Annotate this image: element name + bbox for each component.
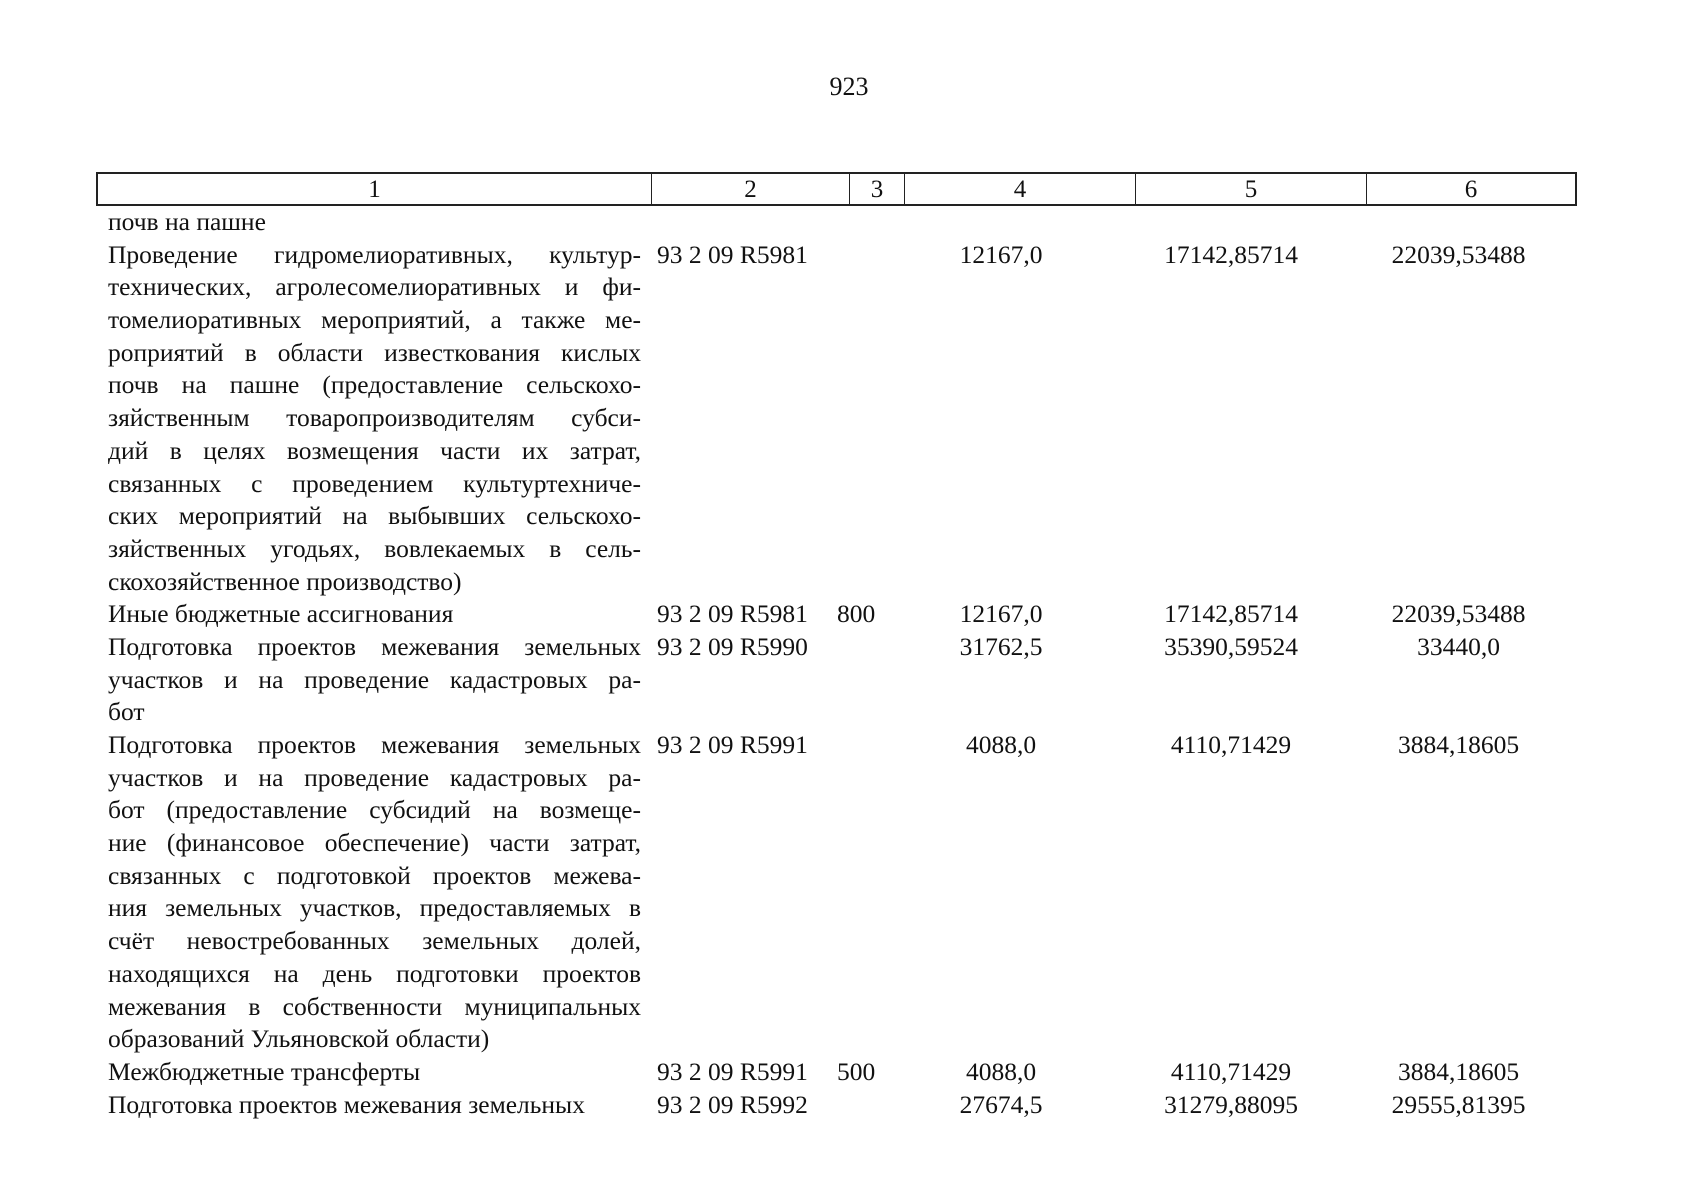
row-description — [96, 239, 641, 599]
row-description — [96, 729, 641, 1056]
column-header-2: 2 — [652, 174, 850, 204]
row-value-5: 35390,59524 — [1164, 631, 1298, 661]
description-line: почв на пашне — [108, 207, 266, 236]
row-value-6: 29555,81395 — [1391, 1089, 1526, 1119]
column-header-1: 1 — [98, 174, 652, 204]
table-row — [96, 239, 1571, 599]
description-line: зяйственным товаропроизводителям субси- — [108, 403, 641, 433]
table-row — [96, 206, 1571, 239]
row-expense-type — [831, 1089, 886, 1122]
column-header-6: 6 — [1464, 176, 1478, 203]
row-code: 93 2 09 R5992 — [657, 1089, 808, 1119]
description-line: счёт невостребованных земельных долей, — [108, 926, 641, 956]
row-value-6: 33440,0 — [1417, 631, 1500, 661]
description-line: дий в целях возмещения части их затрат, — [108, 435, 641, 465]
row-value-6: 22039,53488 — [1391, 239, 1526, 269]
row-expense-type — [831, 631, 886, 729]
row-value-5 — [1116, 206, 1346, 239]
row-code: 93 2 09 R5990 — [657, 631, 808, 661]
description-line: Подготовка проектов межевания земельных — [108, 631, 641, 661]
page-number: 923 — [829, 72, 869, 101]
row-code: 93 2 09 R5981 — [657, 599, 808, 629]
row-expense-type — [831, 206, 886, 239]
description-line: почв на пашне (предоставление сельскохо- — [108, 370, 641, 400]
row-value-4: 31762,5 — [959, 631, 1043, 661]
column-header-5: 5 — [1136, 174, 1367, 204]
row-value-4: 12167,0 — [959, 599, 1043, 629]
row-description — [96, 631, 641, 729]
description-line: бот (предоставление субсидий на возмеще- — [108, 795, 641, 825]
description-line: образований Ульяновской области) — [108, 1024, 490, 1054]
description-line: роприятий в области известкования кислых — [108, 337, 641, 367]
row-description — [96, 1089, 641, 1122]
row-value-4: 4088,0 — [965, 1056, 1037, 1086]
row-code: 93 2 09 R5991 — [657, 730, 808, 760]
table-body — [96, 206, 1571, 1121]
description-line: Подготовка проектов межевания земельных — [108, 1089, 585, 1119]
row-value-5: 31279,88095 — [1164, 1089, 1298, 1119]
description-line: связанных с подготовкой проектов межева- — [108, 860, 641, 890]
table-row — [96, 1056, 1571, 1089]
row-value-6 — [1346, 206, 1571, 239]
row-expense-type — [831, 729, 886, 1056]
table-row — [96, 631, 1571, 729]
row-value-6: 3884,18605 — [1397, 1056, 1520, 1086]
description-line: участков и на проведение кадастровых ра- — [108, 762, 641, 792]
description-line: Подготовка проектов межевания земельных — [108, 730, 641, 760]
row-value-6: 3884,18605 — [1397, 730, 1520, 760]
row-code: 93 2 09 R5991 — [657, 1056, 808, 1086]
table-header — [96, 172, 1577, 206]
description-line: находящихся на день подготовки проектов — [108, 958, 641, 988]
description-line: томелиоративных мероприятий, а также ме- — [108, 305, 641, 335]
row-value-6: 22039,53488 — [1391, 599, 1526, 629]
row-value-4 — [886, 206, 1116, 239]
row-code: 93 2 09 R5981 — [657, 239, 808, 269]
row-value-4: 12167,0 — [959, 239, 1043, 269]
row-expense-type — [831, 239, 886, 599]
description-line: Проведение гидромелиоративных, культур- — [108, 239, 641, 269]
column-header-3: 3 — [850, 174, 905, 204]
description-line: межевания в собственности муниципальных — [108, 991, 641, 1021]
table-row — [96, 598, 1571, 631]
row-code — [641, 206, 831, 239]
row-value-5: 4110,71429 — [1170, 1056, 1292, 1086]
description-line: ние (финансовое обеспечение) части затрат, — [108, 828, 641, 858]
description-line: бот — [108, 697, 145, 727]
description-line: ния земельных участков, предоставляемых в — [108, 893, 641, 923]
row-expense-type: 500 — [837, 1056, 876, 1086]
column-header-4: 4 — [905, 174, 1136, 204]
description-line: скохозяйственное производство) — [108, 566, 462, 596]
description-line: ских мероприятий на выбывших сельскохо- — [108, 501, 641, 531]
description-line: связанных с проведением культуртехниче- — [108, 468, 641, 498]
row-value-4: 27674,5 — [959, 1089, 1043, 1119]
row-description — [96, 1056, 641, 1089]
description-line: технических, агролесомелиоративных и фи- — [108, 272, 641, 302]
description-line: Межбюджетные трансферты — [108, 1056, 421, 1086]
row-value-5: 17142,85714 — [1164, 599, 1298, 629]
row-description — [96, 598, 641, 631]
row-description — [96, 206, 641, 239]
row-value-5: 17142,85714 — [1164, 239, 1298, 269]
description-line: Иные бюджетные ассигнования — [108, 599, 454, 629]
table-row — [96, 1089, 1571, 1122]
row-value-5: 4110,71429 — [1170, 730, 1292, 760]
description-line: зяйственных угодьях, вовлекаемых в сель- — [108, 533, 641, 563]
table-row — [96, 729, 1571, 1056]
row-value-4: 4088,0 — [965, 730, 1037, 760]
description-line: участков и на проведение кадастровых ра- — [108, 664, 641, 694]
row-expense-type: 800 — [837, 599, 876, 629]
